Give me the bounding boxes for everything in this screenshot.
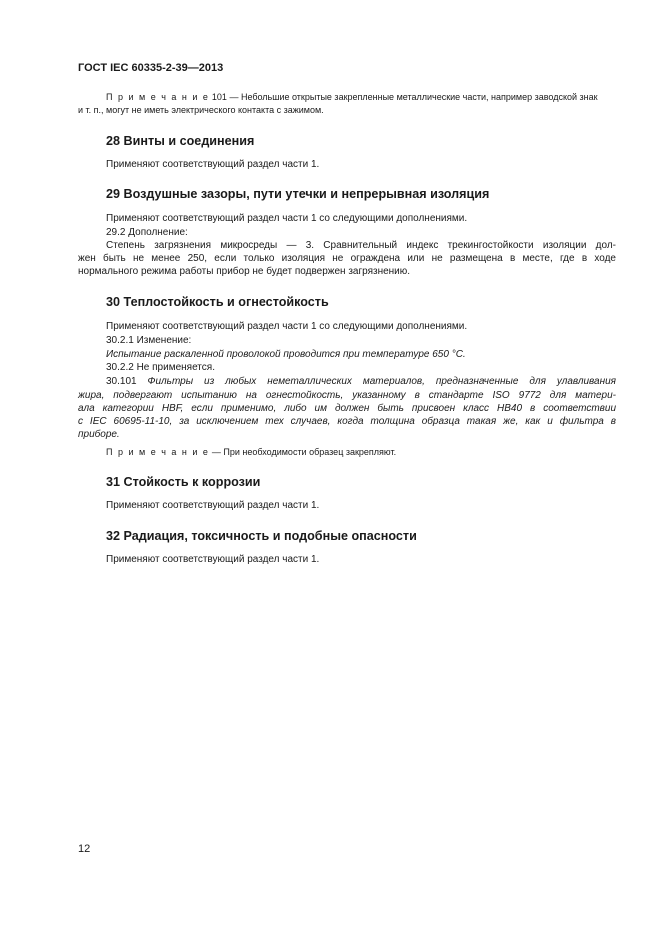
section-30-title: 30 Теплостойкость и огнестойкость bbox=[106, 295, 329, 309]
section-28-title: 28 Винты и соединения bbox=[106, 134, 255, 148]
note-label: П р и м е ч а н и е bbox=[106, 92, 210, 102]
section-30-101-number: 30.101 bbox=[106, 376, 137, 387]
note-101-line2: и т. п., могут не иметь электрического контакта с зажимом. bbox=[78, 105, 324, 115]
note-101 bbox=[106, 91, 616, 104]
note-label: П р и м е ч а н и е bbox=[106, 447, 210, 457]
section-30-intro: Применяют соответствующий раздел части 1 со следующими дополнениями. bbox=[106, 321, 468, 332]
section-28-text: Применяют соответствующий раздел части 1. bbox=[106, 159, 320, 170]
document-header: ГОСТ IEC 60335-2-39—2013 bbox=[78, 62, 224, 74]
section-30-101-line3: ала категории HBF, если применимо, либо им должен быть присвоен класс НВ40 в соответствии bbox=[78, 403, 616, 414]
section-31-text: Применяют соответствующий раздел части 1. bbox=[106, 500, 320, 511]
section-29-2-line3: нормального режима работы прибор не будет подвержен загрязнению. bbox=[78, 266, 411, 277]
section-30-2-1-label: 30.2.1 Изменение: bbox=[106, 335, 192, 346]
section-30-2-2: 30.2.2 Не применяется. bbox=[106, 362, 215, 373]
note-text: 101 — Небольшие открытые закрепленные металлические части, например заводской знак bbox=[211, 92, 598, 102]
note-text: — При необходимости образец закрепляют. bbox=[211, 447, 397, 457]
section-29-intro: Применяют соответствующий раздел части 1 со следующими дополнениями. bbox=[106, 213, 468, 224]
section-32-text: Применяют соответствующий раздел части 1. bbox=[106, 554, 320, 565]
section-30-2-1-text: Испытание раскаленной проволокой проводится при температуре 650 °С. bbox=[106, 349, 466, 360]
section-30-101-line4: с IEC 60695-11-10, за исключением тех случаев, когда толщина образца такая же, как и фильтра в bbox=[78, 416, 616, 427]
section-29-2-line2: жен быть не менее 250, если только изоляция не ограждена или не размещена в месте, где в ходе bbox=[78, 253, 616, 264]
section-30-101-line2: жира, подвергают испытанию на огнестойкость, указанному в стандарте ISO 9772 для матери- bbox=[78, 390, 616, 401]
section-30-101-text: Фильтры из любых неметаллических материалов, предназначенные для улавливания bbox=[147, 376, 616, 387]
section-30-note bbox=[106, 446, 396, 459]
page-number: 12 bbox=[78, 843, 91, 855]
section-30-101-line5: приборе. bbox=[78, 429, 120, 440]
section-32-title: 32 Радиация, токсичность и подобные опасности bbox=[106, 529, 417, 543]
section-31-title: 31 Стойкость к коррозии bbox=[106, 475, 261, 489]
section-29-2-line1: Степень загрязнения микросреды — 3. Сравнительный индекс трекингостойкости изоляции дол- bbox=[106, 240, 616, 251]
section-29-title: 29 Воздушные зазоры, пути утечки и непрерывная изоляция bbox=[106, 187, 490, 201]
section-29-2-label: 29.2 Дополнение: bbox=[106, 227, 188, 238]
section-30-101-line1 bbox=[106, 375, 616, 388]
